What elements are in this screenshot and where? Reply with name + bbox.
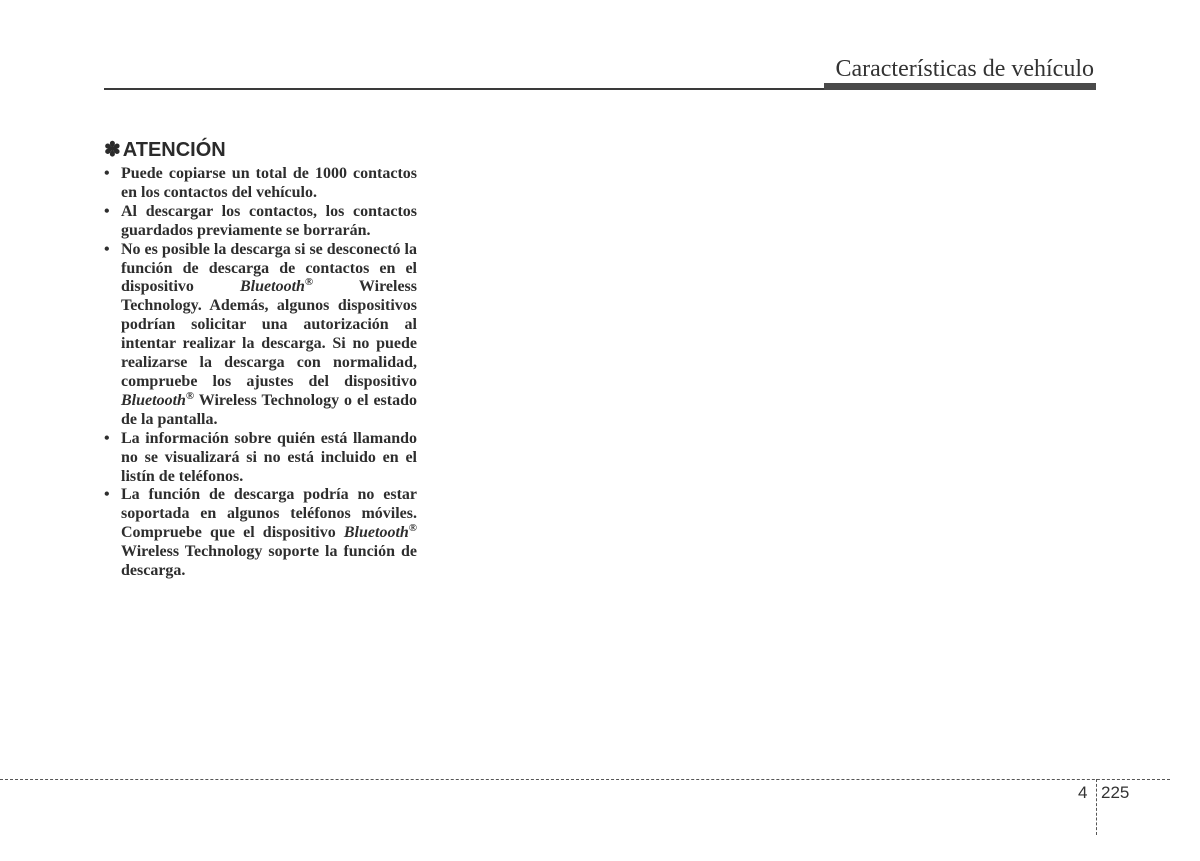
registered-mark: ® — [185, 389, 195, 402]
header-rule-accent — [824, 83, 1096, 90]
chapter-number: 4 — [1078, 783, 1088, 802]
bluetooth-brand: Bluetooth — [121, 391, 186, 409]
attention-item-2 — [104, 203, 417, 241]
page-header-title: Características de vehículo — [835, 56, 1094, 82]
attention-list — [104, 165, 417, 581]
bullet: • — [104, 202, 110, 220]
attention-item-4 — [104, 430, 417, 487]
footer-page-divider — [1096, 779, 1097, 835]
registered-mark: ® — [408, 522, 417, 535]
attention-heading — [104, 138, 417, 162]
footer-dashed-rule — [0, 779, 1170, 780]
attention-item-text: Al descargar los contactos, los contactos guardados previamente se borrarán. — [121, 202, 417, 239]
registered-mark: ® — [304, 276, 314, 289]
bluetooth-brand: Bluetooth — [343, 524, 409, 542]
attention-item-text: La información sobre quién está llamando no se visualizará si no está incluido en el listín de teléfonos. — [121, 429, 417, 485]
bullet: • — [104, 486, 110, 504]
attention-item-text: No es posible la descarga si se desconectó la función de descarga de contactos en el dispositivo — [121, 240, 417, 296]
bullet: • — [104, 165, 110, 182]
bluetooth-brand: Bluetooth — [240, 278, 305, 296]
attention-item-text: Wireless Technology o el estado de la pantalla. — [121, 391, 417, 428]
page-number: 225 — [1101, 783, 1130, 802]
header-rule — [104, 88, 824, 90]
attention-item-text: Wireless Technology. Además, algunos dispositivos podrían solicitar una autorización al intentar realizar la descarga. Si no puede realizarse la descarga con normalidad, compruebe los ajustes del dispositivo — [121, 278, 417, 390]
attention-heading-label: ATENCIÓN — [122, 139, 226, 161]
attention-item-text: Puede copiarse un total de 1000 contactos en los contactos del vehículo. — [121, 165, 417, 201]
attention-item-text: La función de descarga podría no estar soportada en algunos teléfonos móviles. Compruebe que el dispositivo — [121, 486, 417, 542]
attention-star-icon: ✽ — [104, 139, 121, 161]
attention-item-3 — [104, 241, 417, 430]
attention-item-1 — [104, 165, 417, 203]
bullet: • — [104, 240, 110, 258]
bullet: • — [104, 429, 110, 447]
attention-item-5 — [104, 486, 417, 581]
attention-item-text: Wireless Technology soporte la función de descarga. — [121, 543, 417, 580]
attention-box — [104, 138, 417, 581]
